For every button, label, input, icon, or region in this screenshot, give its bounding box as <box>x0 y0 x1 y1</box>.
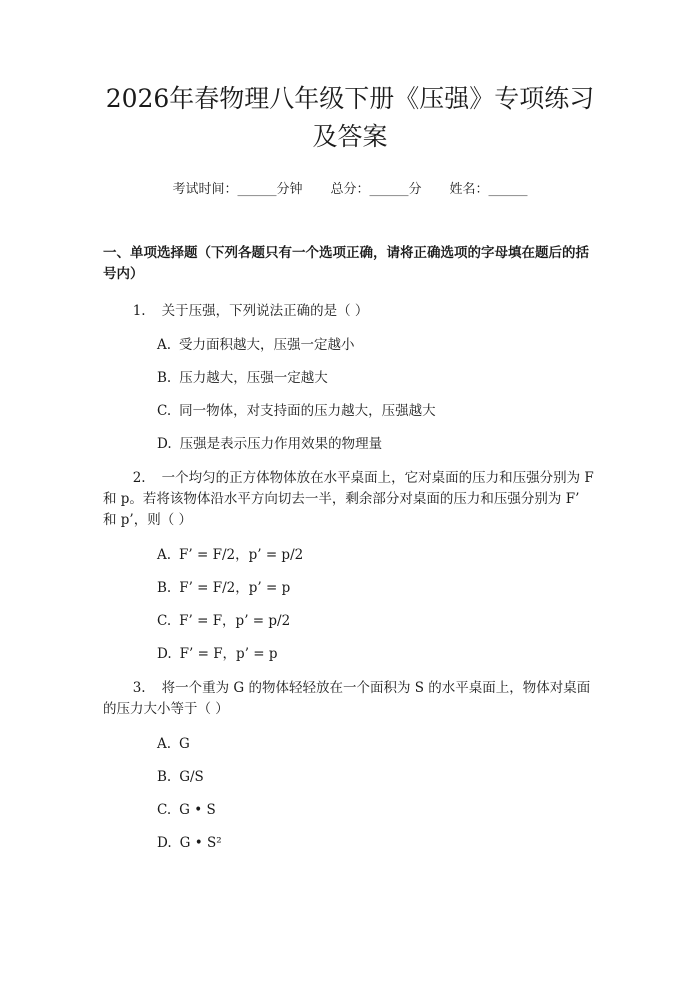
option-text: F’ = F，p’ = p <box>179 646 278 662</box>
option-text: 压力越大，压强一定越大 <box>179 370 328 386</box>
page-title: 2026年春物理八年级下册《压强》专项练习及答案 <box>105 84 595 151</box>
option-label: D. <box>157 835 172 851</box>
question-text <box>103 678 597 720</box>
option-label: D. <box>157 646 172 662</box>
question-stem: 一个均匀的正方体物体放在水平桌面上，它对桌面的压力和压强分别为 F 和 p。若将该物体沿水平方向切去一半，剩余部分对桌面的压力和压强分别为 F’ 和 p’，则（ ） <box>103 470 594 528</box>
option-a <box>103 335 597 355</box>
section-heading: 一、单项选择题（下列各题只有一个选项正确，请将正确选项的字母填在题后的括号内） <box>103 245 589 282</box>
score-blank: ______分 <box>369 182 422 197</box>
name-blank: ______ <box>488 182 528 197</box>
question-stem: 关于压强，下列说法正确的是（ ） <box>161 303 369 319</box>
option-text: 压强是表示压力作用效果的物理量 <box>179 436 383 452</box>
option-text: G/S <box>179 769 204 785</box>
question-text <box>103 301 597 322</box>
option-a <box>103 734 597 754</box>
option-d <box>103 434 597 454</box>
question-text <box>103 468 597 531</box>
document-page <box>0 80 700 985</box>
option-text: 同一物体，对支持面的压力越大，压强越大 <box>179 403 436 419</box>
option-label: B. <box>157 769 172 785</box>
question-number: 3. <box>132 680 146 696</box>
option-text: G • S² <box>179 835 222 851</box>
option-label: C. <box>157 403 172 419</box>
question-number: 2. <box>132 470 146 486</box>
option-text: F’ = F/2，p’ = p <box>179 580 291 596</box>
option-label: A. <box>157 547 172 563</box>
option-c <box>103 800 597 820</box>
option-c <box>103 611 597 631</box>
option-label: A. <box>157 337 172 353</box>
score-label: 总分： <box>330 182 370 197</box>
name-label: 姓名： <box>449 182 489 197</box>
time-blank: ______分钟 <box>237 182 303 197</box>
option-b <box>103 578 597 598</box>
option-label: B. <box>157 370 172 386</box>
option-text: G • S <box>179 802 216 818</box>
option-d <box>103 644 597 664</box>
option-label: D. <box>157 436 172 452</box>
question-3 <box>103 678 597 853</box>
option-label: C. <box>157 802 172 818</box>
option-text: 受力面积越大，压强一定越小 <box>179 337 355 353</box>
question-2 <box>103 468 597 664</box>
question-stem: 将一个重为 G 的物体轻轻放在一个面积为 S 的水平桌面上，物体对桌面的压力大小等于（ ） <box>103 680 591 717</box>
option-text: G <box>179 736 190 752</box>
option-a <box>103 545 597 565</box>
question-1 <box>103 301 597 454</box>
exam-meta <box>103 178 597 197</box>
option-label: B. <box>157 580 172 596</box>
option-b <box>103 767 597 787</box>
option-text: F’ = F/2，p’ = p/2 <box>179 547 304 563</box>
option-text: F’ = F，p’ = p/2 <box>179 613 291 629</box>
option-d <box>103 833 597 853</box>
option-label: A. <box>157 736 172 752</box>
time-label: 考试时间： <box>172 182 238 197</box>
option-b <box>103 368 597 388</box>
option-c <box>103 401 597 421</box>
option-label: C. <box>157 613 172 629</box>
question-number: 1. <box>132 303 146 319</box>
